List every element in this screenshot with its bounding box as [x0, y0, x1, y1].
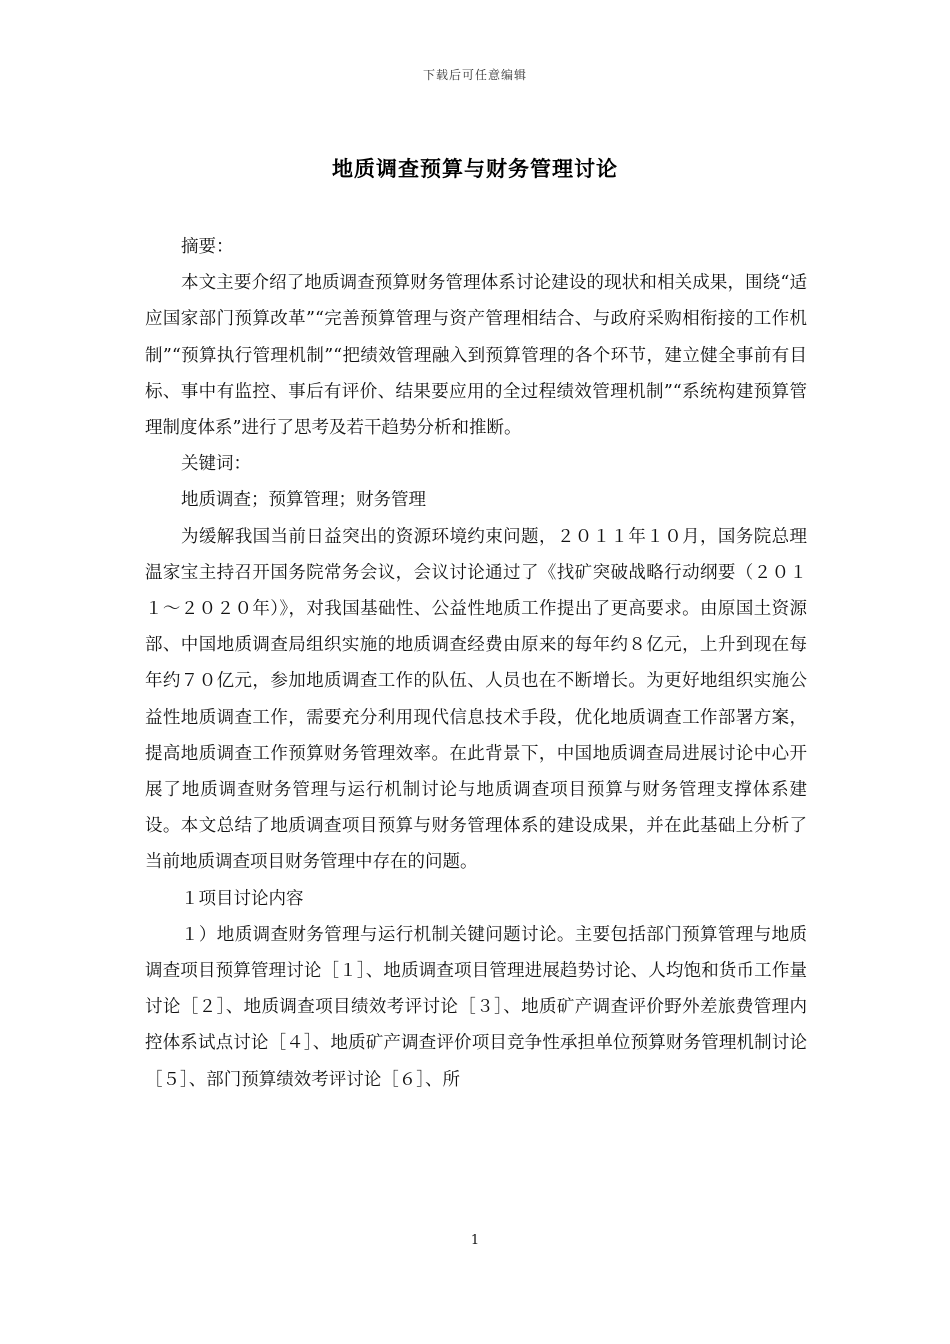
keywords-paragraph: 地质调查；预算管理；财务管理 [181, 490, 426, 511]
section-heading: １项目讨论内容 [181, 888, 304, 909]
section-paragraph: １）地质调查财务管理与运行机制关键问题讨论。主要包括部门预算管理与地质调查项目预算管理讨论［１］、地质调查项目管理进展趋势讨论、人均饱和货币工作量讨论［２］、地质调查项目绩效考评讨论［３］、地质矿产调查评价野外差旅费管理内控体系试点讨论［４］、地质矿产调查评价项目竞争性承担单位预算财务管理机制讨论［５］、部门预算绩效考评讨论［６］、所 [145, 924, 807, 1090]
intro-paragraph: 为缓解我国当前日益突出的资源环境约束问题，２０１１年１０月，国务院总理温家宝主持召开国务院常务会议，会议讨论通过了《找矿突破战略行动纲要（２０１１～２０２０年）》，对我国基础性、公益性地质工作提出了更高要求。由原国土资源部、中国地质调查局组织实施的地质调查经费由原来的每年约８亿元，上升到现在每年约７０亿元，参加地质调查工作的队伍、人员也在不断增长。为更好地组织实施公益性地质调查工作，需要充分利用现代信息技术手段，优化地质调查工作部署方案，提高地质调查工作预算财务管理效率。在此背景下，中国地质调查局进展讨论中心开展了地质调查财务管理与运行机制讨论与地质调查项目预算与财务管理支撑体系建设。本文总结了地质调查项目预算与财务管理体系的建设成果，并在此基础上分析了当前地质调查项目财务管理中存在的问题。 [145, 526, 807, 873]
document-title: 地质调查预算与财务管理讨论 [332, 156, 618, 181]
document-body [145, 229, 807, 1098]
header-note: 下载后可任意编辑 [422, 68, 527, 82]
abstract-paragraph: 本文主要介绍了地质调查预算财务管理体系讨论建设的现状和相关成果，围绕“适应国家部门预算改革”“完善预算管理与资产管理相结合、与政府采购相衔接的工作机制”“预算执行管理机制”“把绩效管理融入到预算管理的各个环节，建立健全事前有目标、事中有监控、事后有评价、结果要应用的全过程绩效管理机制”“系统构建预算管理制度体系”进行了思考及若干趋势分析和推断。 [145, 273, 807, 439]
page-number: 1 [470, 1233, 480, 1248]
keywords-label: 关键词： [181, 454, 251, 475]
abstract-label: 摘要： [181, 237, 234, 257]
